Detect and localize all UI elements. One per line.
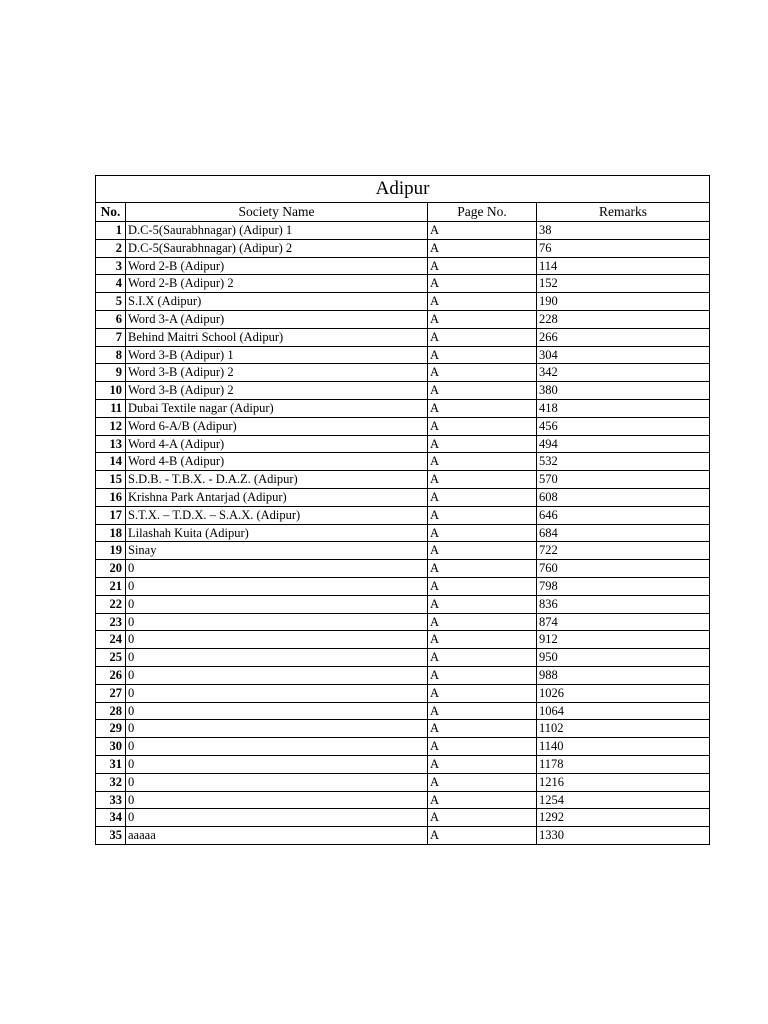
page-no-cell: A [428, 346, 537, 364]
table-row [96, 346, 710, 364]
remarks-cell: 456 [537, 417, 710, 435]
page-no-cell: A [428, 738, 537, 756]
remarks-cell: 494 [537, 435, 710, 453]
society-table [95, 175, 710, 845]
page-no-cell: A [428, 239, 537, 257]
row-number: 2 [96, 239, 126, 257]
remarks-cell: 684 [537, 524, 710, 542]
page-no-cell: A [428, 613, 537, 631]
page-no-cell: A [428, 471, 537, 489]
row-number: 10 [96, 382, 126, 400]
title-row [96, 176, 710, 203]
table-row [96, 791, 710, 809]
remarks-cell: 760 [537, 560, 710, 578]
page-no-cell: A [428, 506, 537, 524]
table-row [96, 595, 710, 613]
page-no-cell: A [428, 720, 537, 738]
row-number: 18 [96, 524, 126, 542]
row-number: 12 [96, 417, 126, 435]
society-name-cell: S.T.X. – T.D.X. – S.A.X. (Adipur) [126, 506, 428, 524]
society-name-cell: 0 [126, 577, 428, 595]
header-no: No. [96, 203, 126, 222]
table-row [96, 577, 710, 595]
remarks-cell: 950 [537, 649, 710, 667]
page-no-cell: A [428, 328, 537, 346]
remarks-cell: 304 [537, 346, 710, 364]
page-no-cell: A [428, 275, 537, 293]
table-row [96, 453, 710, 471]
remarks-cell: 1216 [537, 773, 710, 791]
page-no-cell: A [428, 702, 537, 720]
remarks-cell: 646 [537, 506, 710, 524]
table-row [96, 382, 710, 400]
society-name-cell: 0 [126, 720, 428, 738]
remarks-cell: 152 [537, 275, 710, 293]
remarks-cell: 114 [537, 257, 710, 275]
remarks-cell: 76 [537, 239, 710, 257]
table-row [96, 666, 710, 684]
row-number: 3 [96, 257, 126, 275]
remarks-cell: 1064 [537, 702, 710, 720]
table-row [96, 809, 710, 827]
header-remarks: Remarks [537, 203, 710, 222]
remarks-cell: 1292 [537, 809, 710, 827]
row-number: 23 [96, 613, 126, 631]
page-no-cell: A [428, 649, 537, 667]
page-no-cell: A [428, 417, 537, 435]
table-row [96, 560, 710, 578]
remarks-cell: 38 [537, 222, 710, 240]
society-name-cell: aaaaa [126, 827, 428, 845]
row-number: 25 [96, 649, 126, 667]
society-name-cell: Word 4-B (Adipur) [126, 453, 428, 471]
remarks-cell: 912 [537, 631, 710, 649]
remarks-cell: 418 [537, 399, 710, 417]
society-name-cell: 0 [126, 738, 428, 756]
table-body [96, 222, 710, 845]
society-name-cell: 0 [126, 613, 428, 631]
row-number: 1 [96, 222, 126, 240]
table-row [96, 364, 710, 382]
society-name-cell: 0 [126, 666, 428, 684]
row-number: 16 [96, 488, 126, 506]
table-row [96, 471, 710, 489]
remarks-cell: 380 [537, 382, 710, 400]
society-name-cell: Sinay [126, 542, 428, 560]
remarks-cell: 1178 [537, 755, 710, 773]
society-name-cell: Word 3-B (Adipur) 1 [126, 346, 428, 364]
page-no-cell: A [428, 453, 537, 471]
table-row [96, 328, 710, 346]
page-no-cell: A [428, 293, 537, 311]
remarks-cell: 1026 [537, 684, 710, 702]
table-row [96, 524, 710, 542]
remarks-cell: 722 [537, 542, 710, 560]
header-society-name: Society Name [126, 203, 428, 222]
row-number: 22 [96, 595, 126, 613]
row-number: 4 [96, 275, 126, 293]
remarks-cell: 532 [537, 453, 710, 471]
page-no-cell: A [428, 577, 537, 595]
society-name-cell: Word 3-A (Adipur) [126, 310, 428, 328]
row-number: 28 [96, 702, 126, 720]
table-row [96, 773, 710, 791]
table-row [96, 310, 710, 328]
row-number: 32 [96, 773, 126, 791]
table-row [96, 827, 710, 845]
society-name-cell: S.D.B. - T.B.X. - D.A.Z. (Adipur) [126, 471, 428, 489]
page-no-cell: A [428, 809, 537, 827]
page-no-cell: A [428, 364, 537, 382]
header-page-no: Page No. [428, 203, 537, 222]
table-row [96, 684, 710, 702]
page-no-cell: A [428, 755, 537, 773]
society-name-cell: Lilashah Kuita (Adipur) [126, 524, 428, 542]
table-row [96, 542, 710, 560]
row-number: 5 [96, 293, 126, 311]
society-name-cell: 0 [126, 649, 428, 667]
society-name-cell: Word 3-B (Adipur) 2 [126, 364, 428, 382]
table-row [96, 506, 710, 524]
table-row [96, 488, 710, 506]
row-number: 27 [96, 684, 126, 702]
remarks-cell: 1254 [537, 791, 710, 809]
society-name-cell: 0 [126, 809, 428, 827]
table-row [96, 222, 710, 240]
society-name-cell: Word 2-B (Adipur) [126, 257, 428, 275]
remarks-cell: 570 [537, 471, 710, 489]
remarks-cell: 874 [537, 613, 710, 631]
society-name-cell: 0 [126, 684, 428, 702]
page-no-cell: A [428, 222, 537, 240]
row-number: 15 [96, 471, 126, 489]
remarks-cell: 798 [537, 577, 710, 595]
row-number: 30 [96, 738, 126, 756]
page-no-cell: A [428, 773, 537, 791]
row-number: 33 [96, 791, 126, 809]
table-row [96, 613, 710, 631]
remarks-cell: 1102 [537, 720, 710, 738]
society-name-cell: 0 [126, 631, 428, 649]
page-no-cell: A [428, 310, 537, 328]
row-number: 14 [96, 453, 126, 471]
table-row [96, 239, 710, 257]
row-number: 6 [96, 310, 126, 328]
remarks-cell: 342 [537, 364, 710, 382]
row-number: 13 [96, 435, 126, 453]
row-number: 29 [96, 720, 126, 738]
society-name-cell: Word 4-A (Adipur) [126, 435, 428, 453]
row-number: 11 [96, 399, 126, 417]
page-no-cell: A [428, 595, 537, 613]
society-name-cell: Behind Maitri School (Adipur) [126, 328, 428, 346]
society-name-cell: 0 [126, 560, 428, 578]
table-row [96, 631, 710, 649]
remarks-cell: 266 [537, 328, 710, 346]
table-row [96, 755, 710, 773]
page-no-cell: A [428, 257, 537, 275]
remarks-cell: 608 [537, 488, 710, 506]
society-name-cell: D.C-5(Saurabhnagar) (Adipur) 1 [126, 222, 428, 240]
table-title: Adipur [96, 176, 710, 203]
header-row [96, 203, 710, 222]
society-name-cell: 0 [126, 595, 428, 613]
row-number: 21 [96, 577, 126, 595]
row-number: 26 [96, 666, 126, 684]
society-name-cell: Word 2-B (Adipur) 2 [126, 275, 428, 293]
page-no-cell: A [428, 382, 537, 400]
table-row [96, 435, 710, 453]
page-no-cell: A [428, 684, 537, 702]
page-no-cell: A [428, 542, 537, 560]
page-no-cell: A [428, 524, 537, 542]
society-name-cell: D.C-5(Saurabhnagar) (Adipur) 2 [126, 239, 428, 257]
page-no-cell: A [428, 791, 537, 809]
row-number: 20 [96, 560, 126, 578]
page-no-cell: A [428, 399, 537, 417]
row-number: 17 [96, 506, 126, 524]
page-no-cell: A [428, 435, 537, 453]
row-number: 8 [96, 346, 126, 364]
page-no-cell: A [428, 488, 537, 506]
table-row [96, 399, 710, 417]
row-number: 9 [96, 364, 126, 382]
table-row [96, 257, 710, 275]
row-number: 19 [96, 542, 126, 560]
society-name-cell: Word 3-B (Adipur) 2 [126, 382, 428, 400]
society-name-cell: 0 [126, 702, 428, 720]
society-name-cell: 0 [126, 791, 428, 809]
remarks-cell: 228 [537, 310, 710, 328]
remarks-cell: 190 [537, 293, 710, 311]
table-row [96, 649, 710, 667]
table-row [96, 702, 710, 720]
society-name-cell: Dubai Textile nagar (Adipur) [126, 399, 428, 417]
page-no-cell: A [428, 827, 537, 845]
society-index-sheet [95, 175, 709, 845]
row-number: 35 [96, 827, 126, 845]
remarks-cell: 1330 [537, 827, 710, 845]
row-number: 24 [96, 631, 126, 649]
row-number: 34 [96, 809, 126, 827]
page-no-cell: A [428, 631, 537, 649]
table-row [96, 720, 710, 738]
page-no-cell: A [428, 666, 537, 684]
table-row [96, 417, 710, 435]
society-name-cell: 0 [126, 755, 428, 773]
table-row [96, 275, 710, 293]
society-name-cell: Krishna Park Antarjad (Adipur) [126, 488, 428, 506]
society-name-cell: 0 [126, 773, 428, 791]
table-row [96, 738, 710, 756]
remarks-cell: 836 [537, 595, 710, 613]
table-row [96, 293, 710, 311]
remarks-cell: 988 [537, 666, 710, 684]
row-number: 31 [96, 755, 126, 773]
page-no-cell: A [428, 560, 537, 578]
society-name-cell: S.I.X (Adipur) [126, 293, 428, 311]
remarks-cell: 1140 [537, 738, 710, 756]
row-number: 7 [96, 328, 126, 346]
society-name-cell: Word 6-A/B (Adipur) [126, 417, 428, 435]
